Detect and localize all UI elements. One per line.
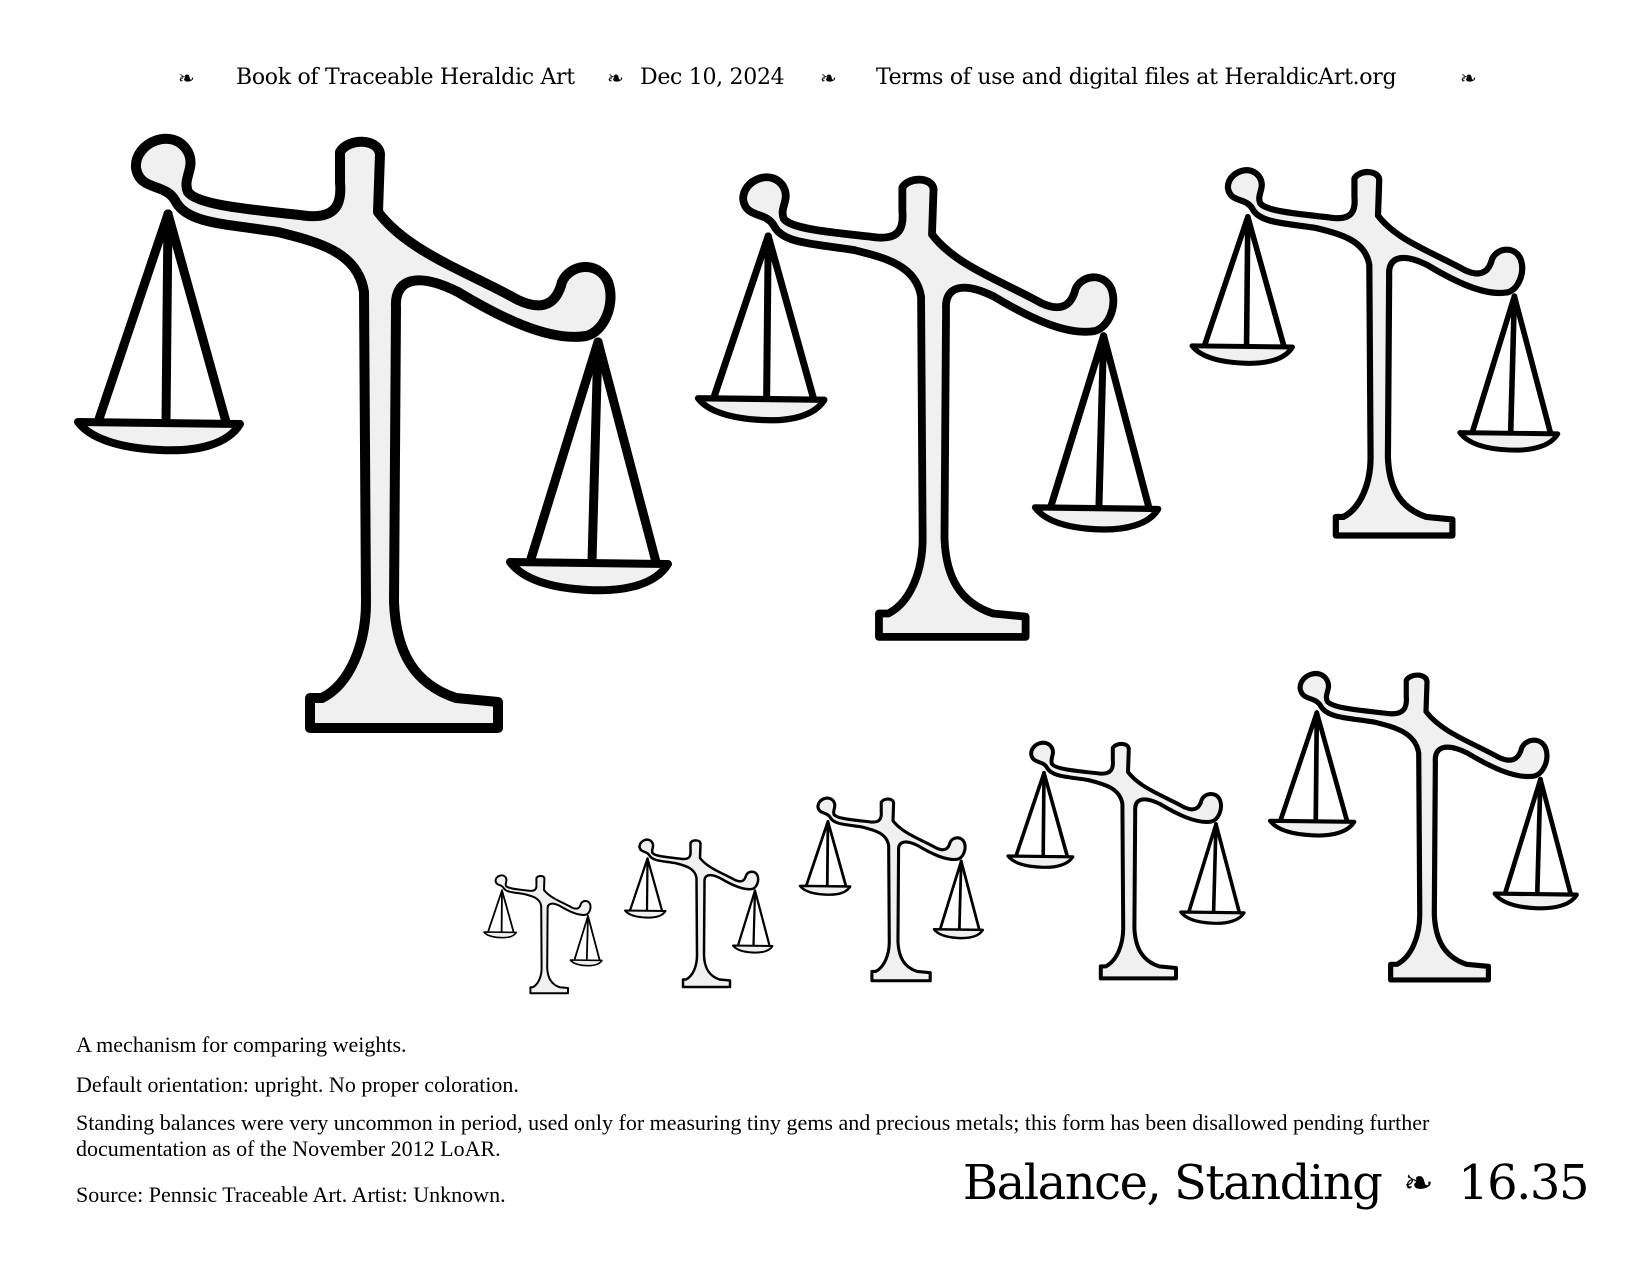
balance-figure-5 — [1008, 743, 1244, 979]
balance-figure-4 — [1270, 674, 1577, 980]
balance-figure-1 — [78, 139, 668, 728]
balance-figure-7 — [625, 840, 773, 987]
balance-figure-3 — [1192, 170, 1558, 535]
balance-figure-6 — [800, 798, 983, 981]
description-line: A mechanism for comparing weights. — [76, 1032, 407, 1057]
terms-of-use-text: Terms of use and digital files at HeraldicArt.org — [876, 65, 1397, 90]
balance-figure-8 — [484, 875, 602, 993]
plate-number: 16.35 — [1458, 1155, 1588, 1211]
publication-date: Dec 10, 2024 — [640, 65, 785, 90]
fleuron-icon: ❧ — [820, 66, 837, 90]
balance-figure-2 — [698, 177, 1158, 637]
book-title: Book of Traceable Heraldic Art — [236, 65, 575, 90]
source-line: Source: Pennsic Traceable Art. Artist: Unknown. — [76, 1182, 506, 1207]
fleuron-icon: ❧ — [1460, 66, 1477, 90]
fleuron-icon: ❧ — [1403, 1162, 1433, 1204]
fleuron-icon: ❧ — [178, 66, 195, 90]
fleuron-icon: ❧ — [607, 66, 624, 90]
description-line: Default orientation: upright. No proper coloration. — [76, 1072, 519, 1097]
plate-name: Balance, Standing — [962, 1155, 1382, 1211]
description-line: Standing balances were very uncommon in period, used only for measuring tiny gems and precious metals; this form has been disallowed pending further documentation as of the November 2012 LoAR. — [76, 1110, 1430, 1161]
plate-title — [963, 1150, 1588, 1216]
